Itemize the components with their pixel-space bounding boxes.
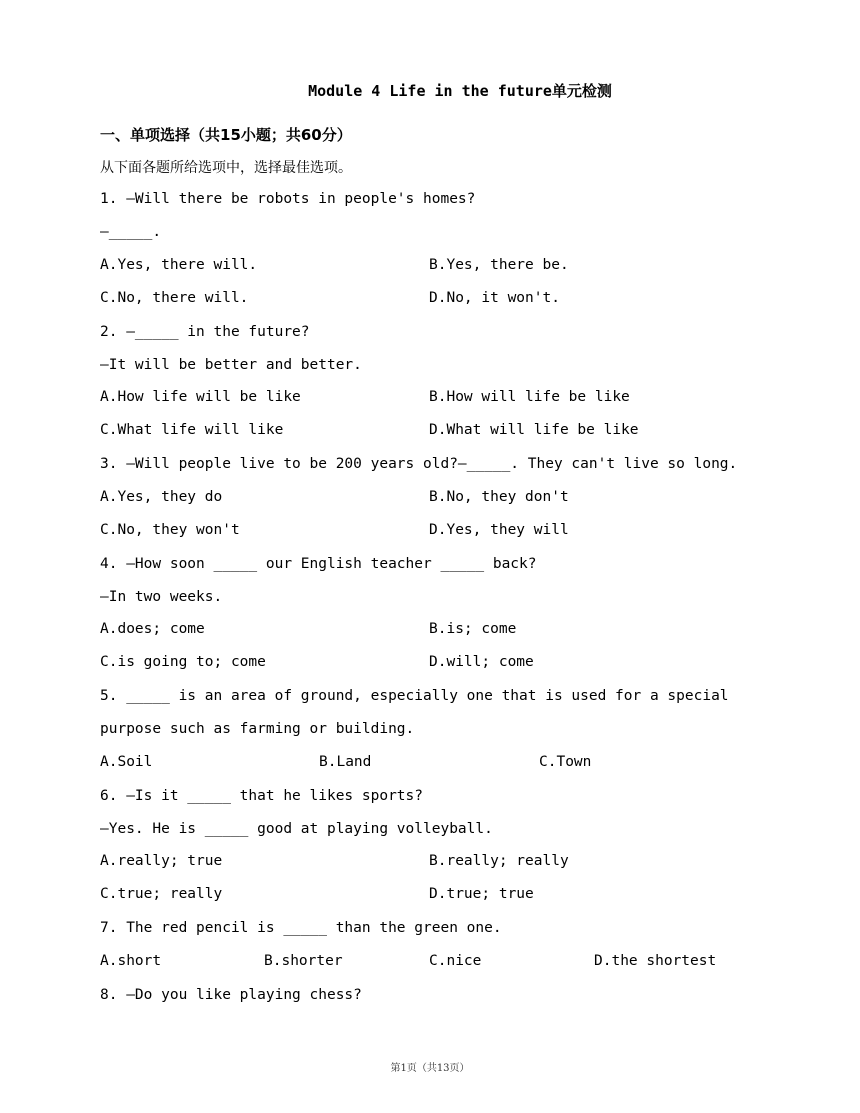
section-heading: 一、单项选择（共15小题；共60分） bbox=[100, 126, 352, 144]
q7-option-a[interactable]: A.short bbox=[100, 953, 162, 969]
q1-option-a[interactable]: A.Yes, there will. bbox=[100, 257, 258, 273]
q4-option-b[interactable]: B.is; come bbox=[429, 621, 517, 637]
q6-option-b[interactable]: B.really; really bbox=[429, 853, 569, 869]
q7-option-d[interactable]: D.the shortest bbox=[594, 953, 717, 969]
q5-option-b[interactable]: B.Land bbox=[319, 754, 372, 770]
q4-option-c[interactable]: C.is going to; come bbox=[100, 654, 266, 670]
section-instruction: 从下面各题所给选项中，选择最佳选项。 bbox=[100, 160, 352, 176]
q7-option-b[interactable]: B.shorter bbox=[264, 953, 343, 969]
page-title: Module 4 Life in the future单元检测 bbox=[308, 82, 612, 100]
q3-option-d[interactable]: D.Yes, they will bbox=[429, 522, 569, 538]
q7-option-c[interactable]: C.nice bbox=[429, 953, 482, 969]
q2-option-b[interactable]: B.How will life be like bbox=[429, 389, 630, 405]
question-6-stem: 6. —Is it _____ that he likes sports? bbox=[100, 788, 424, 804]
question-3-stem: 3. —Will people live to be 200 years old?—_____. They can't live so long. bbox=[100, 456, 738, 472]
q6-option-c[interactable]: C.true; really bbox=[100, 886, 223, 902]
question-4-stem: 4. —How soon _____ our English teacher _____ back? bbox=[100, 556, 537, 572]
page-footer: 第1页（共13页） bbox=[390, 1063, 470, 1074]
question-1-answer-line: —_____. bbox=[100, 224, 162, 240]
question-5-stem: 5. _____ is an area of ground, especially one that is used for a special bbox=[100, 688, 729, 704]
q1-option-b[interactable]: B.Yes, there be. bbox=[429, 257, 569, 273]
q1-option-d[interactable]: D.No, it won't. bbox=[429, 290, 560, 306]
q3-option-c[interactable]: C.No, they won't bbox=[100, 522, 240, 538]
q4-option-a[interactable]: A.does; come bbox=[100, 621, 205, 637]
q2-option-d[interactable]: D.What will life be like bbox=[429, 422, 639, 438]
q6-option-a[interactable]: A.really; true bbox=[100, 853, 223, 869]
question-1-stem: 1. —Will there be robots in people's homes? bbox=[100, 191, 476, 207]
question-7-stem: 7. The red pencil is _____ than the green one. bbox=[100, 920, 502, 936]
question-2-answer-line: —It will be better and better. bbox=[100, 357, 362, 373]
question-2-stem: 2. —_____ in the future? bbox=[100, 324, 310, 340]
q3-option-a[interactable]: A.Yes, they do bbox=[100, 489, 223, 505]
q2-option-a[interactable]: A.How life will be like bbox=[100, 389, 301, 405]
q5-option-a[interactable]: A.Soil bbox=[100, 754, 153, 770]
q6-option-d[interactable]: D.true; true bbox=[429, 886, 534, 902]
question-8-stem: 8. —Do you like playing chess? bbox=[100, 987, 362, 1003]
q3-option-b[interactable]: B.No, they don't bbox=[429, 489, 569, 505]
q1-option-c[interactable]: C.No, there will. bbox=[100, 290, 249, 306]
q2-option-c[interactable]: C.What life will like bbox=[100, 422, 284, 438]
q4-option-d[interactable]: D.will; come bbox=[429, 654, 534, 670]
q5-option-c[interactable]: C.Town bbox=[539, 754, 592, 770]
question-4-answer-line: —In two weeks. bbox=[100, 589, 223, 605]
question-5-stem-continued: purpose such as farming or building. bbox=[100, 721, 415, 737]
question-6-answer-line: —Yes. He is _____ good at playing volleyball. bbox=[100, 821, 493, 837]
